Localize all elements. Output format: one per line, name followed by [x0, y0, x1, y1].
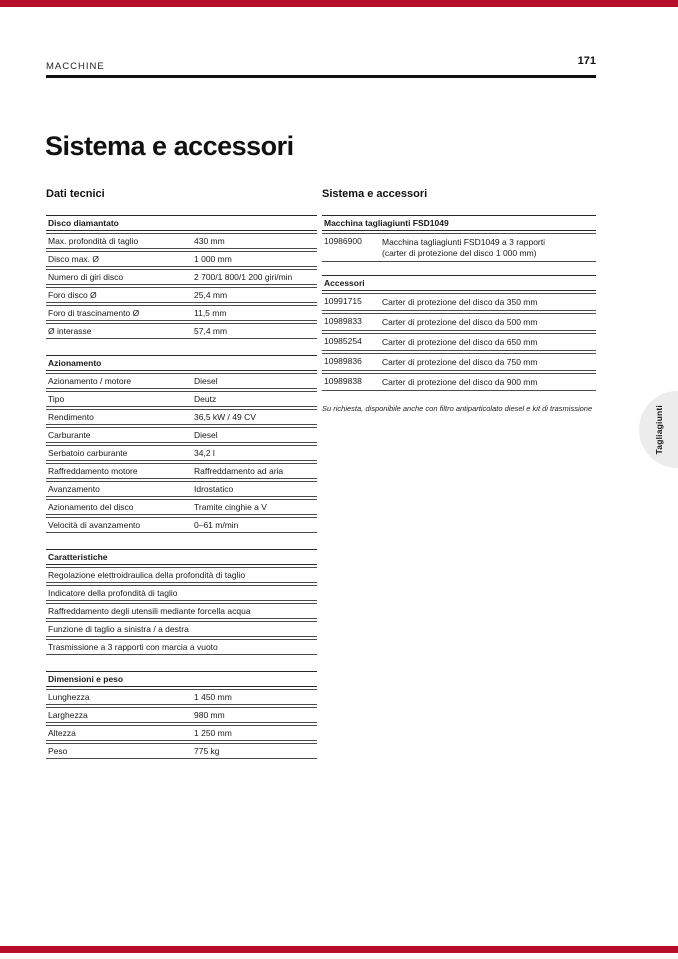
spec-value: Idrostatico [194, 484, 234, 494]
order-sections [322, 215, 596, 391]
spec-label: Carburante [48, 430, 91, 440]
order-section-title: Accessori [322, 275, 596, 291]
article-description-line: Carter di protezione del disco da 350 mm [382, 297, 538, 307]
spec-label: Tipo [48, 394, 65, 404]
article-description [382, 337, 594, 348]
tech-data-column [46, 188, 317, 775]
article-description-line: Carter di protezione del disco da 500 mm [382, 317, 538, 327]
spec-value: Deutz [194, 394, 217, 404]
spec-row [46, 251, 317, 267]
spec-label: Azionamento del disco [48, 502, 134, 512]
spec-table [46, 671, 317, 759]
spec-row [46, 463, 317, 479]
spec-label: Avanzamento [48, 484, 100, 494]
spec-label: Max. profondità di taglio [48, 236, 139, 246]
spec-row [46, 269, 317, 285]
spec-value: Diesel [194, 430, 218, 440]
spec-row [46, 481, 317, 497]
spec-value: 1 250 mm [194, 728, 232, 738]
tech-sections [46, 215, 317, 759]
feature-text: Funzione di taglio a sinistra / a destra [48, 624, 189, 634]
spec-value: Raffreddamento ad aria [194, 466, 284, 476]
spec-row [46, 585, 317, 601]
order-row [322, 333, 596, 351]
spec-row [46, 707, 317, 723]
spec-label: Peso [48, 746, 68, 756]
spec-label: Numero di giri disco [48, 272, 124, 282]
spec-label: Rendimento [48, 412, 94, 422]
order-column [322, 188, 596, 413]
spec-label: Disco max. Ø [48, 254, 100, 264]
spec-row [46, 743, 317, 759]
spec-row [46, 499, 317, 515]
order-heading: Sistema e accessori [322, 188, 428, 200]
spec-row [46, 409, 317, 425]
spec-row [46, 287, 317, 303]
running-header [46, 56, 596, 74]
order-row [322, 233, 596, 262]
spec-row [46, 323, 317, 339]
order-section-title: Macchina tagliagiunti FSD1049 [322, 215, 596, 231]
spec-value: 1 450 mm [194, 692, 232, 702]
spec-label: Lunghezza [48, 692, 90, 702]
order-footnote: Su richiesta, disponibile anche con filtro antiparticolato diesel e kit di trasmissione [322, 404, 593, 413]
spec-row [46, 639, 317, 655]
spec-row [46, 567, 317, 583]
article-description [382, 377, 594, 388]
spec-value: 36,5 kW / 49 CV [194, 412, 256, 422]
spec-row [46, 305, 317, 321]
tech-data-heading: Dati tecnici [46, 188, 105, 200]
order-row [322, 353, 596, 371]
article-code: 10986900 [324, 236, 362, 246]
spec-label: Velocità di avanzamento [48, 520, 141, 530]
spec-label: Serbatoio carburante [48, 448, 128, 458]
article-description [382, 297, 594, 308]
feature-text: Regolazione elettroidraulica della profondità di taglio [48, 570, 246, 580]
article-code: 10989833 [324, 316, 362, 326]
order-row [322, 373, 596, 391]
spec-row [46, 373, 317, 389]
spec-section-title: Dimensioni e peso [46, 671, 317, 687]
spec-section-title: Caratteristiche [46, 549, 317, 565]
spec-label: Foro di trascinamento Ø [48, 308, 140, 318]
chapter-tab-tagliagiunti [639, 391, 678, 468]
top-accent-bar [0, 0, 678, 7]
feature-text: Trasmissione a 3 rapporti con marcia a vuoto [48, 642, 218, 652]
header-rule [46, 75, 596, 78]
section-kicker: MACCHINE [46, 61, 105, 72]
article-description-line: Macchina tagliagiunti FSD1049 a 3 rapporti [382, 237, 546, 247]
spec-table [46, 215, 317, 339]
article-code: 10985254 [324, 336, 362, 346]
spec-section-title: Disco diamantato [46, 215, 317, 231]
spec-value: 980 mm [194, 710, 225, 720]
article-description-line: Carter di protezione del disco da 900 mm [382, 377, 538, 387]
spec-value: 34,2 l [194, 448, 215, 458]
order-row [322, 313, 596, 331]
spec-value: Diesel [194, 376, 218, 386]
article-description-line: (carter di protezione del disco 1 000 mm) [382, 248, 537, 258]
spec-value: 0–61 m/min [194, 520, 239, 530]
spec-value: 57,4 mm [194, 326, 228, 336]
spec-value: 430 mm [194, 236, 225, 246]
article-code: 10989836 [324, 356, 362, 366]
spec-row [46, 517, 317, 533]
spec-label: Azionamento / motore [48, 376, 132, 386]
page-title: Sistema e accessori [45, 131, 294, 161]
spec-row [46, 391, 317, 407]
article-description [382, 357, 594, 368]
article-description-line: Carter di protezione del disco da 650 mm [382, 337, 538, 347]
spec-row [46, 621, 317, 637]
spec-label: Altezza [48, 728, 76, 738]
order-table [322, 275, 596, 391]
spec-value: Tramite cinghie a V [194, 502, 267, 512]
order-row [322, 293, 596, 311]
spec-value: 25,4 mm [194, 290, 228, 300]
spec-table [46, 549, 317, 655]
spec-label: Foro disco Ø [48, 290, 97, 300]
spec-row [46, 603, 317, 619]
spec-table [46, 355, 317, 533]
article-description [382, 317, 594, 328]
page-number: 171 [577, 55, 596, 67]
spec-section-title: Azionamento [46, 355, 317, 371]
spec-label: Raffreddamento motore [48, 466, 138, 476]
article-description-line: Carter di protezione del disco da 750 mm [382, 357, 538, 367]
article-code: 10991715 [324, 296, 362, 306]
spec-value: 11,5 mm [194, 308, 227, 318]
spec-label: Larghezza [48, 710, 88, 720]
order-table [322, 215, 596, 262]
spec-row [46, 689, 317, 705]
spec-row [46, 427, 317, 443]
spec-row [46, 233, 317, 249]
spec-row [46, 725, 317, 741]
spec-value: 1 000 mm [194, 254, 232, 264]
feature-text: Raffreddamento degli utensili mediante forcella acqua [48, 606, 251, 616]
article-description [382, 237, 594, 259]
chapter-tab-label: Tagliagiunti [653, 404, 664, 455]
spec-value: 2 700/1 800/1 200 giri/min [194, 272, 293, 282]
article-code: 10989838 [324, 376, 362, 386]
spec-label: Ø interasse [48, 326, 92, 336]
bottom-accent-bar [0, 946, 678, 953]
spec-value: 775 kg [194, 746, 220, 756]
spec-row [46, 445, 317, 461]
feature-text: Indicatore della profondità di taglio [48, 588, 178, 598]
